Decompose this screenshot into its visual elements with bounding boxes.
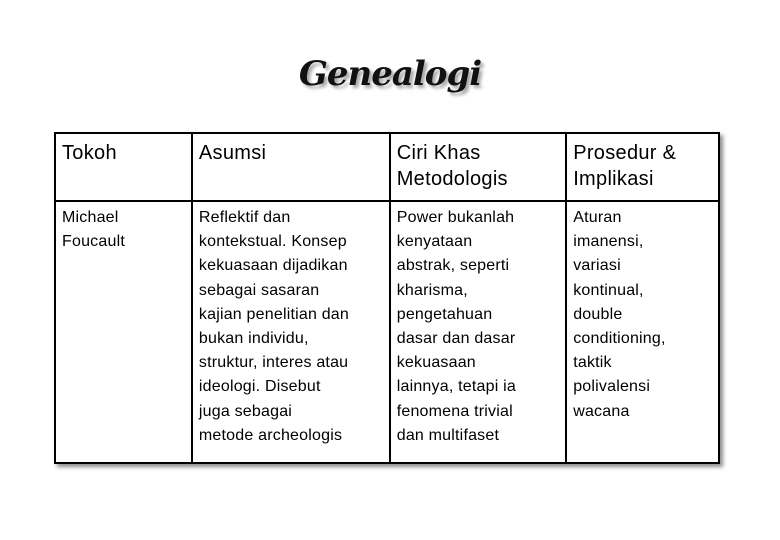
cell-line: Power bukanlah [396, 209, 515, 226]
cell-line: kekuasaan dijadikan [198, 257, 348, 275]
cell-line: Michael [62, 209, 119, 226]
cell-line: wacana [573, 402, 630, 420]
cell-tokoh [55, 201, 192, 463]
cell-line: kharisma, [396, 281, 468, 299]
header-prosedur [566, 133, 719, 201]
cell-line: dan multifaset [396, 426, 500, 444]
header-ciri-khas-line: Ciri Khas [396, 142, 481, 164]
cell-line: imanensi, [573, 233, 644, 251]
cell-line: pengetahuan [396, 305, 493, 323]
table-header-row [55, 133, 719, 201]
cell-line: kontekstual. Konsep [198, 233, 347, 251]
cell-line: struktur, interes atau [198, 354, 349, 372]
header-ciri-khas-line: Metodologis [396, 168, 508, 190]
cell-line: kenyataan [396, 233, 473, 251]
cell-line: kontinual, [573, 281, 644, 299]
cell-line: taktik [573, 354, 612, 372]
cell-line: abstrak, seperti [396, 257, 510, 275]
cell-line: lainnya, tetapi ia [396, 378, 516, 396]
cell-line: ideologi. Disebut [198, 378, 321, 396]
cell-line: Aturan [573, 209, 622, 226]
header-asumsi-line: Asumsi [198, 142, 267, 164]
cell-prosedur [566, 201, 719, 463]
cell-line: polivalensi [573, 378, 651, 396]
cell-line: variasi [573, 257, 621, 275]
cell-line: fenomena trivial [396, 402, 513, 420]
cell-line: Reflektif dan [198, 209, 291, 226]
cell-line: metode archeologis [198, 426, 343, 444]
cell-line: sebagai sasaran [198, 281, 320, 299]
header-tokoh-line: Tokoh [62, 142, 117, 164]
cell-line: kekuasaan [396, 354, 476, 372]
cell-asumsi [192, 201, 390, 463]
cell-line: kajian penelitian dan [198, 305, 349, 323]
slide-title: Genealogi [298, 54, 482, 94]
cell-line: juga sebagai [198, 402, 293, 420]
cell-line: dasar dan dasar [396, 330, 516, 348]
header-prosedur-line: Prosedur & [573, 142, 677, 164]
table-row [55, 201, 719, 463]
cell-ciri-khas [390, 201, 566, 463]
cell-line: double [573, 305, 623, 323]
cell-line: bukan individu, [198, 330, 309, 348]
header-tokoh [55, 133, 192, 201]
header-ciri-khas [390, 133, 566, 201]
cell-line: conditioning, [573, 330, 666, 348]
header-prosedur-line: Implikasi [573, 168, 654, 190]
header-asumsi [192, 133, 390, 201]
genealogy-table [54, 132, 720, 464]
cell-line: Foucault [62, 233, 125, 251]
